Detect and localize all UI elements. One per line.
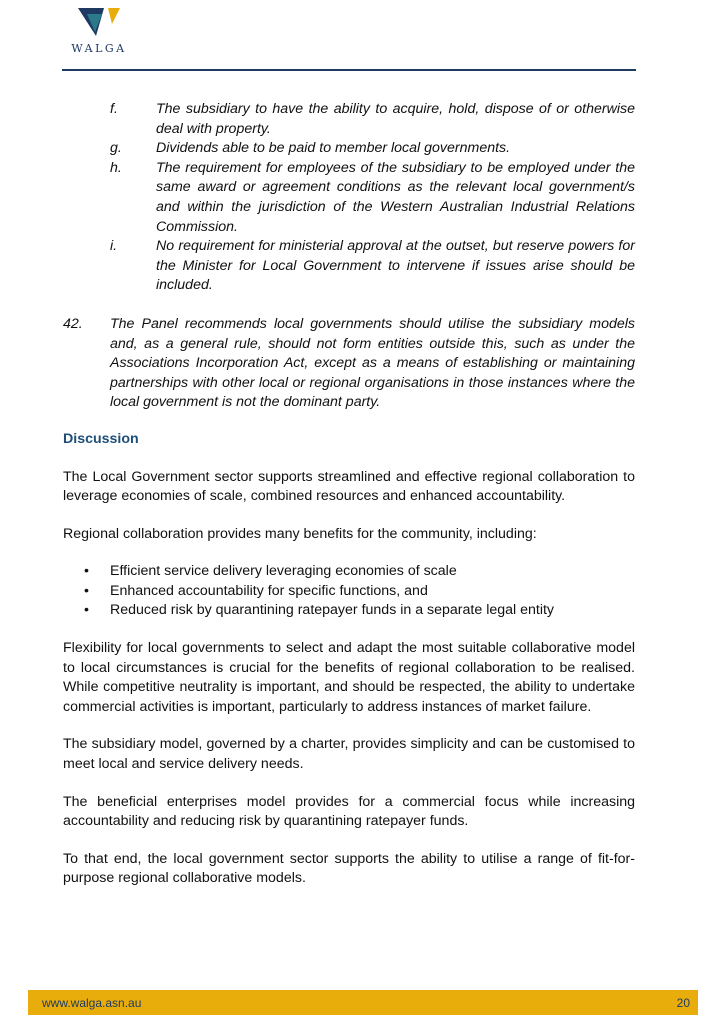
header-divider bbox=[62, 69, 636, 71]
list-item bbox=[63, 139, 635, 159]
bullet-item bbox=[63, 562, 635, 582]
list-item bbox=[63, 237, 635, 296]
bullet-icon: • bbox=[84, 602, 89, 619]
list-item-text: No requirement for ministerial approval at the outset, but reserve powers for the Minister for Local Government to intervene if issues arise should be included. bbox=[156, 238, 635, 294]
logo-wordmark: WALGA bbox=[71, 42, 127, 55]
discussion-paragraph: The Local Government sector supports streamlined and effective regional collaboration to leverage economies of scale, combined resources and enhanced accountability. bbox=[63, 468, 635, 505]
recommendation-text: The Panel recommends local governments should utilise the subsidiary models and, as a general rule, should not form entities outside this, such as under the Associations Incorporation Act, except as a means of establishing or maintaining partnerships with other local or regional organisations in those instances where the local government is not the dominant party. bbox=[110, 315, 635, 411]
list-marker: h. bbox=[110, 159, 122, 176]
discussion-paragraph: The beneficial enterprises model provides for a commercial focus while increasing accountability and reducing risk by quarantining ratepayer funds. bbox=[63, 793, 635, 830]
bullet-icon: • bbox=[84, 563, 89, 580]
recommendation-number: 42. bbox=[63, 315, 83, 332]
bullet-item bbox=[63, 601, 635, 621]
list-item-text: Dividends able to be paid to member local governments. bbox=[156, 140, 511, 157]
walga-logo-mark-icon bbox=[76, 6, 122, 40]
walga-logo bbox=[66, 6, 132, 56]
document-body bbox=[63, 100, 635, 889]
bullet-item bbox=[63, 582, 635, 602]
discussion-paragraph: Flexibility for local governments to select and adapt the most suitable collaborative model to local circumstances is crucial for the benefits of regional collaboration to be realised. While competitive neutrality is important, and should be respected, the ability to undertake commercial activities is important, particularly to address instances of market failure. bbox=[63, 640, 635, 715]
list-marker: f. bbox=[110, 101, 118, 117]
bullet-text: Reduced risk by quarantining ratepayer funds in a separate legal entity bbox=[110, 602, 555, 619]
discussion-paragraph: Regional collaboration provides many benefits for the community, including: bbox=[63, 525, 537, 542]
discussion-paragraph: To that end, the local government sector supports the ability to utilise a range of fit-for-purpose regional collaborative models. bbox=[63, 850, 635, 887]
discussion-heading: Discussion bbox=[63, 430, 139, 447]
conditions-list bbox=[63, 100, 635, 296]
page-number: 20 bbox=[676, 996, 690, 1010]
bullet-icon: • bbox=[84, 582, 89, 599]
discussion-paragraph: The subsidiary model, governed by a charter, provides simplicity and can be customised to meet local and service delivery needs. bbox=[63, 736, 635, 773]
list-item-text: The requirement for employees of the subsidiary to be employed under the same award or agreement conditions as the relevant local government/s and within the jurisdiction of the Western Australian Industrial Relations Commission. bbox=[156, 159, 635, 235]
benefits-list bbox=[63, 562, 635, 621]
footer-url-link[interactable]: www.walga.asn.au bbox=[42, 996, 142, 1010]
recommendation-42 bbox=[63, 315, 635, 413]
list-marker: i. bbox=[110, 238, 118, 255]
list-item bbox=[63, 159, 635, 237]
list-item-text: The subsidiary to have the ability to acquire, hold, dispose of or otherwise deal with property. bbox=[156, 101, 635, 137]
bullet-text: Enhanced accountability for specific functions, and bbox=[110, 582, 428, 599]
page-footer bbox=[28, 990, 698, 1015]
bullet-text: Efficient service delivery leveraging economies of scale bbox=[110, 563, 457, 580]
list-item bbox=[63, 100, 635, 139]
list-marker: g. bbox=[110, 140, 122, 157]
